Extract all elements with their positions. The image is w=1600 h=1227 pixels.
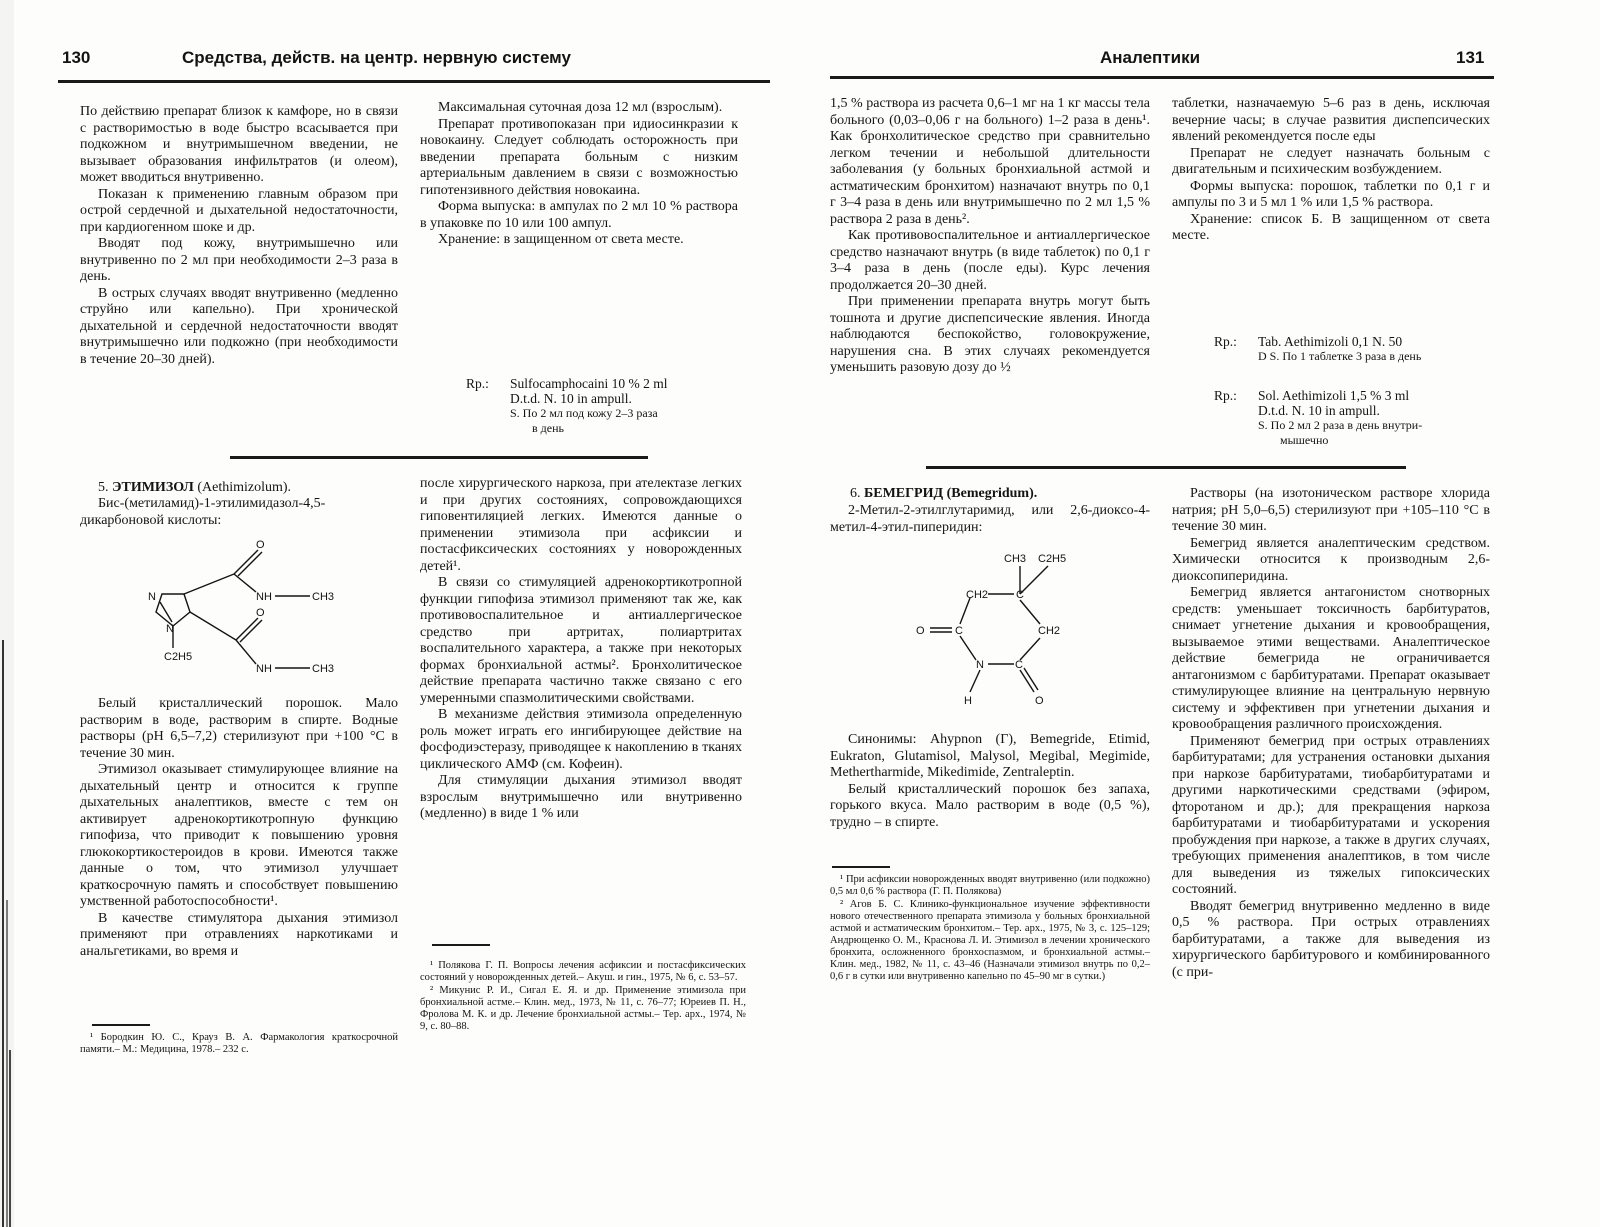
group-ch2: CH2	[1038, 625, 1061, 637]
rx-label: Rp.:	[1214, 388, 1237, 403]
paragraph: Форма выпуска: в ампулах по 2 мл 10 % раствора в упаковке по 10 или 100 ампул.	[420, 199, 738, 231]
aethimizol-structure	[140, 536, 360, 676]
bond	[234, 550, 258, 574]
paragraph: Показан к применению главным образом при острой сердечной и дыхательной недостаточности, при кардиогенном шоке и др.	[80, 186, 398, 235]
imidazole-ring	[156, 594, 190, 626]
paragraph: Максимальная суточная доза 12 мл (взрослым).	[438, 100, 723, 115]
footnote-rule-left-col1	[92, 1024, 150, 1026]
atom-c: C	[1015, 659, 1023, 671]
paragraph: Растворы (на изотоническом растворе хлорида натрия; pH 5,0–6,5) стерилизуют при +105–110 °С в течение 30 мин.	[1172, 486, 1490, 534]
right-page	[800, 0, 1600, 1227]
footnote: ² Микунис Р. И., Сигал Е. Я. и др. Применение этимизола при бронхиальной астме.– Клин. мед., 1973, № 11, с. 76–77; Юреиев П. Н., Фролова М. К. и др. Лечение бронхиальной астмы.– Тер. арх., 1974, № 9, с. 80–88.	[420, 985, 746, 1032]
bond	[184, 574, 234, 594]
atom-n: N	[166, 623, 174, 635]
bond	[1020, 566, 1048, 594]
section-rule-left	[230, 456, 648, 459]
left-col2-bottom	[420, 476, 742, 823]
right-col2-top	[1172, 96, 1490, 245]
paragraph: Применяют бемегрид при острых отравлениях барбитуратами; для устранения остановки дыхания при наркозе барбитуратами, тиобарбитуратами и другими наркотическими средствами (эфиром, фторотаном и др.); для прекращения наркоза барбитуратами и тиобарбитуратами и ускорения пробуждения при наркозе, а также в других случаях, требующих применения аналептиков, в том числе для выведения из тяжелых гипоксических состояний.	[1172, 733, 1490, 897]
paragraph: Белый кристаллический порошок. Мало растворим в воде, растворим в спирте. Водные растворы (pH 6,5–7,2) стерилизуют при +100 °С в течение 30 мин.	[80, 696, 398, 761]
atom-n: N	[148, 591, 156, 603]
right-col2-bottom	[1172, 486, 1490, 981]
atom-o: O	[256, 607, 265, 619]
paragraph: В острых случаях вводят внутривенно (медленно струйно или капельно). При хронической дыхательной и сердечной недостаточности вводят внутримышечно или подкожно (при необходимости в течение 20–30 дней).	[80, 285, 398, 367]
rx-line: D.t.d. N. 10 in ampull.	[1258, 403, 1380, 418]
page-number-left: 130	[62, 48, 91, 67]
paragraph: В качестве стимулятора дыхания этимизол применяют при отравлениях наркотиками и анальгетиками, во время и	[80, 910, 398, 959]
footnotes-right	[830, 874, 1150, 984]
footnote: ² Агов Б. С. Клинико-функциональное изучение эффективности нового отечественного препарата этимизола у больных бронхиальной астмой и астматическим бронхитом.– Тер. арх., 1975, № 3, с. 125–129; Андрющенко О. М., Краснова Л. И. Этимизол в лечении хронического бронхита, осложненного бронхоспазмом, и бронхиальной астмы.– Клин. мед., 1982, № 11, с. 43–46 (Назначали этимизол внутрь по 0,2–0,6 г в сутки или внутривенно капельно по 45–90 мг в сутки.)	[830, 899, 1150, 982]
paragraph: Хранение: список Б. В защищенном от света месте.	[1172, 211, 1490, 243]
prescription-aethimizol-sol	[1214, 388, 1494, 448]
group-c2h5: C2H5	[164, 651, 193, 663]
paragraph: Вводят бемегрид внутривенно медленно в виде 0,5 % раствора. При острых отравлениях барбитуратами, а также для выведения из хирургического барбитурового и комбинированного (с при-	[1172, 898, 1490, 980]
paragraph: Формы выпуска: порошок, таблетки по 0,1 г и ампулы по 3 и 5 мл 1 % или 1,5 % раствора.	[1172, 178, 1490, 210]
paragraph: Хранение: в защищенном от света месте.	[438, 232, 684, 247]
running-title-right: Аналептики	[1100, 48, 1201, 67]
rx-line: D S. По 1 таблетке 3 раза в день	[1258, 349, 1422, 363]
paragraph: В связи со стимуляцией адренокортикотропной функции гипофиза этимизол применяют так же, как противовоспалительное и антиаллергическое средство при артритах, полиартритах воспалительного характера, а также при некоторых формах бронхиальной астмы². Бронхолитическое действие препарата частично также связано с его умеренными спазмолитическими свойствами.	[420, 575, 742, 706]
drug-number: 5.	[98, 480, 109, 495]
group-c2h5: C2H5	[1038, 553, 1067, 565]
paragraph: Для стимуляции дыхания этимизол вводят взрослым внутримышечно или внутривенно (медленно) в виде 1 % или	[420, 773, 742, 821]
rx-line: Sulfocamphocaini 10 % 2 ml	[510, 376, 668, 391]
paragraph: Этимизол оказывает стимулирующее влияние на дыхательный центр и относится к группе дыхательных аналептиков, вместе с тем он активирует адренокортикотропную функцию гипофиза, что приводит к повышению уровня глюкокортикостероидов в крови. Имеются также данные о том, что этимизол улучшает краткосрочную память и способствует повышению умственной работоспособности¹.	[80, 762, 398, 909]
paragraph: Препарат противопоказан при идиосинкразии к новокаину. Следует соблюдать осторожность при введении препарата больным с низким артериальным давлением в связи с возможностью гипотензивного действия новокаина.	[420, 116, 738, 198]
rx-line: Tab. Aethimizoli 0,1 N. 50	[1258, 334, 1403, 349]
drug-latin-name: (Bemegridum).	[946, 486, 1038, 501]
header-rule-right	[830, 76, 1494, 79]
paragraph: Белый кристаллический порошок без запаха, горького вкуса. Мало растворим в воде (0,5 %), трудно – в спирте.	[830, 781, 1150, 830]
paragraph: Вводят под кожу, внутримышечно или внутривенно по 2 мл при необходимости 2–3 раза в день.	[80, 236, 398, 284]
footnotes-left-col2	[420, 960, 746, 1034]
right-col1-bottom	[830, 732, 1150, 831]
bond	[960, 636, 976, 660]
atom-c: C	[1016, 589, 1024, 601]
group-ch3: CH3	[312, 591, 335, 603]
paragraph: Бемегрид является антагонистом снотворных средств: уменьшает токсичность барбитуратов, снимает угнетение дыхания и кровообращения, вызываемое этими веществами. Аналептическое действие бемегрида не ограничивается антагонизмом с барбитуратами. Препарат оказывает стимулирующее влияние на центральную нервную систему и эффективен при угнетении дыхания и кровообращения различного происхождения.	[1172, 585, 1490, 732]
bond	[234, 574, 256, 592]
drug-name: ЭТИМИЗОЛ	[112, 480, 194, 495]
left-col1-bottom	[80, 696, 398, 960]
paragraph: Синонимы: Ahypnon (Г), Bemegride, Etimid, Eukraton, Glutamisol, Malysol, Megibal, Megimide, Methertharmide, Mikedimide, Zentraleptin.	[830, 732, 1150, 780]
rx-line: Sol. Aethimizoli 1,5 % 3 ml	[1258, 388, 1410, 403]
footnote-rule-right	[832, 866, 890, 868]
prescription-aethimizol-tab	[1214, 334, 1494, 364]
drug-name: БЕМЕГРИД	[864, 486, 944, 501]
group-nh: NH	[256, 591, 272, 603]
bond	[1020, 638, 1040, 660]
paragraph: В механизме действия этимизола определенную роль может играть его ингибирующее действие на фосфодиэстеразу, приводящее к накоплению в тканях циклического АМФ (см. Кофеин).	[420, 707, 742, 772]
footnote-left-col1	[80, 1032, 398, 1057]
right-col1-top	[830, 96, 1150, 377]
paragraph: таблетки, назначаемую 5–6 раз в день, исключая вечерние часы; в случае развития диспепсических явлений рекомендуется после еды	[1172, 96, 1490, 144]
drug-heading-aethimizol	[98, 480, 418, 497]
atom-o: O	[1035, 695, 1044, 707]
drug-latin-name: (Aethimizolum).	[197, 480, 292, 495]
rx-line: в день	[532, 421, 564, 435]
paragraph: 2-Метил-2-этилглутаримид, или 2,6-диоксо-4-метил-4-этил-пиперидин:	[830, 503, 1150, 535]
left-col1-top	[80, 104, 398, 368]
atom-o: O	[256, 539, 265, 551]
paragraph: Бемегрид является аналептическим средством. Химически относится к производным 2,6-диоксопиперидина.	[1172, 535, 1490, 584]
atom-n: N	[976, 659, 984, 671]
bond	[238, 552, 262, 576]
header-rule-left	[58, 80, 770, 83]
drug-number: 6.	[850, 486, 861, 501]
left-col2-top	[420, 100, 738, 249]
bemegride-structure	[910, 546, 1110, 710]
atom-c: C	[955, 625, 963, 637]
bond	[190, 612, 236, 640]
footnote: ¹ Бородкин Ю. С., Крауз В. А. Фармакология краткосрочной памяти.– М.: Медицина, 1978.– 232 с.	[80, 1032, 398, 1055]
paragraph: Как противовоспалительное и антиаллергическое средство назначают внутрь (в виде таблеток) по 0,1 г 3–4 раза в день (после еды). Курс лечения продолжается 20–30 дней.	[830, 228, 1150, 293]
paragraph: после хирургического наркоза, при ателектазе легких и при других состояниях, сопровождающихся гиповентиляцией легких. Имеются данные о применении этимизола при асфиксии и постасфиксических состояниях у новорожденных детей¹.	[420, 476, 742, 574]
rx-line: S. По 2 мл под кожу 2–3 раза	[510, 406, 658, 420]
atom-h: H	[964, 695, 972, 707]
bond	[236, 618, 258, 640]
rx-label: Rp.:	[1214, 334, 1237, 349]
group-ch2: CH2	[966, 589, 989, 601]
double-bond	[160, 602, 172, 622]
bond	[960, 598, 970, 624]
bond	[240, 620, 262, 642]
rx-line: S. По 2 мл 2 раза в день внутри-	[1258, 418, 1423, 432]
section-rule-right	[926, 466, 1406, 469]
group-ch3: CH3	[312, 663, 335, 675]
rx-line: мышечно	[1280, 433, 1329, 447]
paragraph: Препарат не следует назначать больным с двигательным и психическим возбуждением.	[1172, 145, 1490, 177]
rx-line: D.t.d. N. 10 in ampull.	[510, 391, 632, 406]
bond	[236, 640, 256, 664]
bond	[1020, 600, 1040, 624]
footnote-rule-left-col2	[432, 944, 490, 946]
drug-heading-bemegride	[850, 486, 1150, 503]
paragraph: 1,5 % раствора из расчета 0,6–1 мг на 1 кг массы тела больного (0,03–0,06 г на больного) 1–2 раза в день¹. Как бронхолитическое средство при сравнительно легком течении и небольшой длительности заболевания (у больных бронхиальной астмой и астматическим бронхитом) назначают внутрь по 0,1 г 3–4 раза в день или внутримышечно по 2 мл 1,5 % раствора 2 раза в день².	[830, 96, 1150, 227]
running-title-left: Средства, действ. на центр. нервную систему	[182, 48, 571, 67]
prescription-sulfocamphocaine	[466, 376, 746, 436]
group-nh: NH	[256, 663, 272, 675]
paragraph: По действию препарат близок к камфоре, но в связи с растворимостью в воде быстро всасывается при подкожном и внутримышечном введении, не вызывает образования инфильтратов (и олеом), может вводиться внутривенно.	[80, 104, 398, 185]
paragraph: При применении препарата внутрь могут быть тошнота и другие диспепсические явления. Иногда наблюдаются беспокойство, головокружение, нарушения сна. В этих случаях рекомендуется уменьшить разовую дозу до ½	[830, 294, 1150, 375]
group-ch3: CH3	[1004, 553, 1027, 565]
bond	[970, 670, 980, 692]
drug-chem-name-aethimizol	[80, 496, 398, 529]
rx-label: Rp.:	[466, 376, 489, 391]
footnote: ¹ При асфиксии новорожденных вводят внутривенно (или подкожно) 0,5 мл 0,6 % раствора (Г. П. Полякова)	[830, 874, 1150, 897]
atom-o: O	[916, 625, 925, 637]
paragraph: Бис-(метиламид)-1-этилимидазол-4,5-дикарбоновой кислоты:	[80, 496, 326, 528]
footnote: ¹ Полякова Г. П. Вопросы лечения асфиксии и постасфиксических состояний у новорожденных детей.– Акуш. и гин., 1975, № 6, с. 53–57.	[420, 960, 746, 983]
page-number-right: 131	[1456, 48, 1485, 67]
drug-chem-name-bemegride	[830, 503, 1150, 536]
